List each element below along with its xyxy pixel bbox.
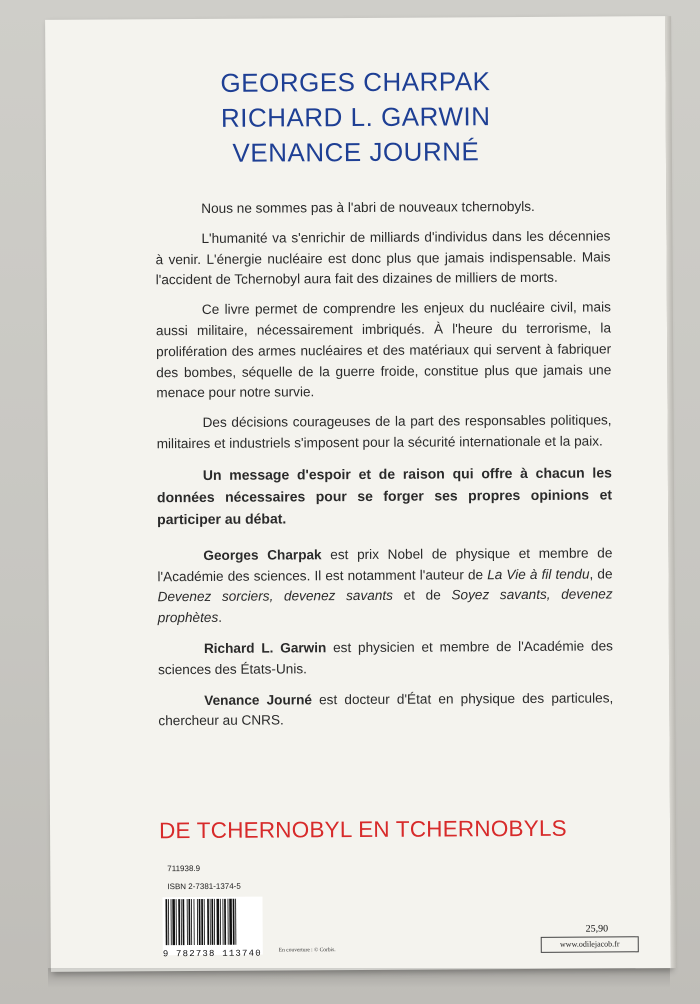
bio-charpak	[157, 543, 612, 629]
bio-charpak-book-2: Devenez sorciers, devenez savants	[157, 588, 393, 605]
bio-charpak-name: Georges Charpak	[203, 546, 322, 563]
isbn: ISBN 2-7381-1374-5	[167, 881, 241, 892]
barcode-icon	[162, 897, 262, 956]
bio-charpak-text-4: .	[218, 609, 223, 626]
bio-charpak-book-3: Soyez savants, devenez prophètes	[157, 586, 613, 626]
book-shadow	[48, 968, 670, 988]
blurb	[155, 196, 613, 742]
book-title: DE TCHERNOBYL EN TCHERNOBYLS	[158, 815, 567, 844]
publisher-website: www.odilejacob.fr	[541, 936, 639, 953]
bio-journe-text: est docteur d'État en physique des particules, chercheur au CNRS.	[158, 689, 614, 729]
blurb-paragraph-1: Nous ne sommes pas à l'abri de nouveaux tchernobyls.	[201, 198, 535, 216]
blurb-highlight: Un message d'espoir et de raison qui offre à chacun les données nécessaires pour se forger ses propres opinions et participer au débat.	[156, 464, 613, 527]
bio-charpak-book-1: La Vie à fil tendu	[487, 566, 590, 582]
blurb-paragraph-2: L'humanité va s'enrichir de milliards d'individus dans les décennies à venir. L'énergie nucléaire est donc plus que jamais indispensable. Mais l'accident de Tchernobyl aura fait des dizaines de milliers de morts.	[155, 228, 611, 288]
author-journe: VENANCE JOURNÉ	[232, 136, 480, 168]
book-page-edge	[665, 16, 677, 968]
barcode-digits: 9 782738 113740	[162, 948, 262, 960]
bio-charpak-text-1: est prix Nobel de physique et membre de l'Académie des sciences. Il est notamment l'auteur de	[157, 545, 613, 584]
bio-journe-name: Venance Journé	[204, 691, 312, 708]
bio-garwin	[158, 636, 613, 680]
bio-charpak-text-3: et de	[392, 587, 452, 604]
bio-journe	[158, 688, 613, 732]
author-names	[45, 63, 666, 172]
blurb-paragraph-3: Ce livre permet de comprendre les enjeux du nucléaire civil, mais aussi militaire, nécessairement imbriqués. À l'heure du terrorisme, la prolifération des armes nucléaires et des matériaux qui servent à fabriquer des bombes, séquelle de la guerre froide, constitue plus que jamais une menace pour notre survie.	[155, 299, 612, 401]
book-back-cover	[45, 16, 671, 972]
author-garwin: RICHARD L. GARWIN	[220, 101, 491, 133]
price: 25,90	[585, 923, 609, 935]
bio-garwin-text: est physicien et membre de l'Académie des sciences des États-Unis.	[158, 638, 613, 677]
bio-garwin-name: Richard L. Garwin	[203, 640, 327, 656]
author-charpak: GEORGES CHARPAK	[220, 66, 491, 98]
blurb-paragraph-4: Des décisions courageuses de la part des responsables politiques, militaires et industriels s'imposent pour la sécurité internationale et la paix.	[156, 412, 612, 452]
bio-charpak-text-2: , de	[589, 566, 613, 582]
product-code: 711938.9	[167, 863, 201, 874]
cover-credit: En couverture : © Corbis.	[278, 947, 336, 954]
